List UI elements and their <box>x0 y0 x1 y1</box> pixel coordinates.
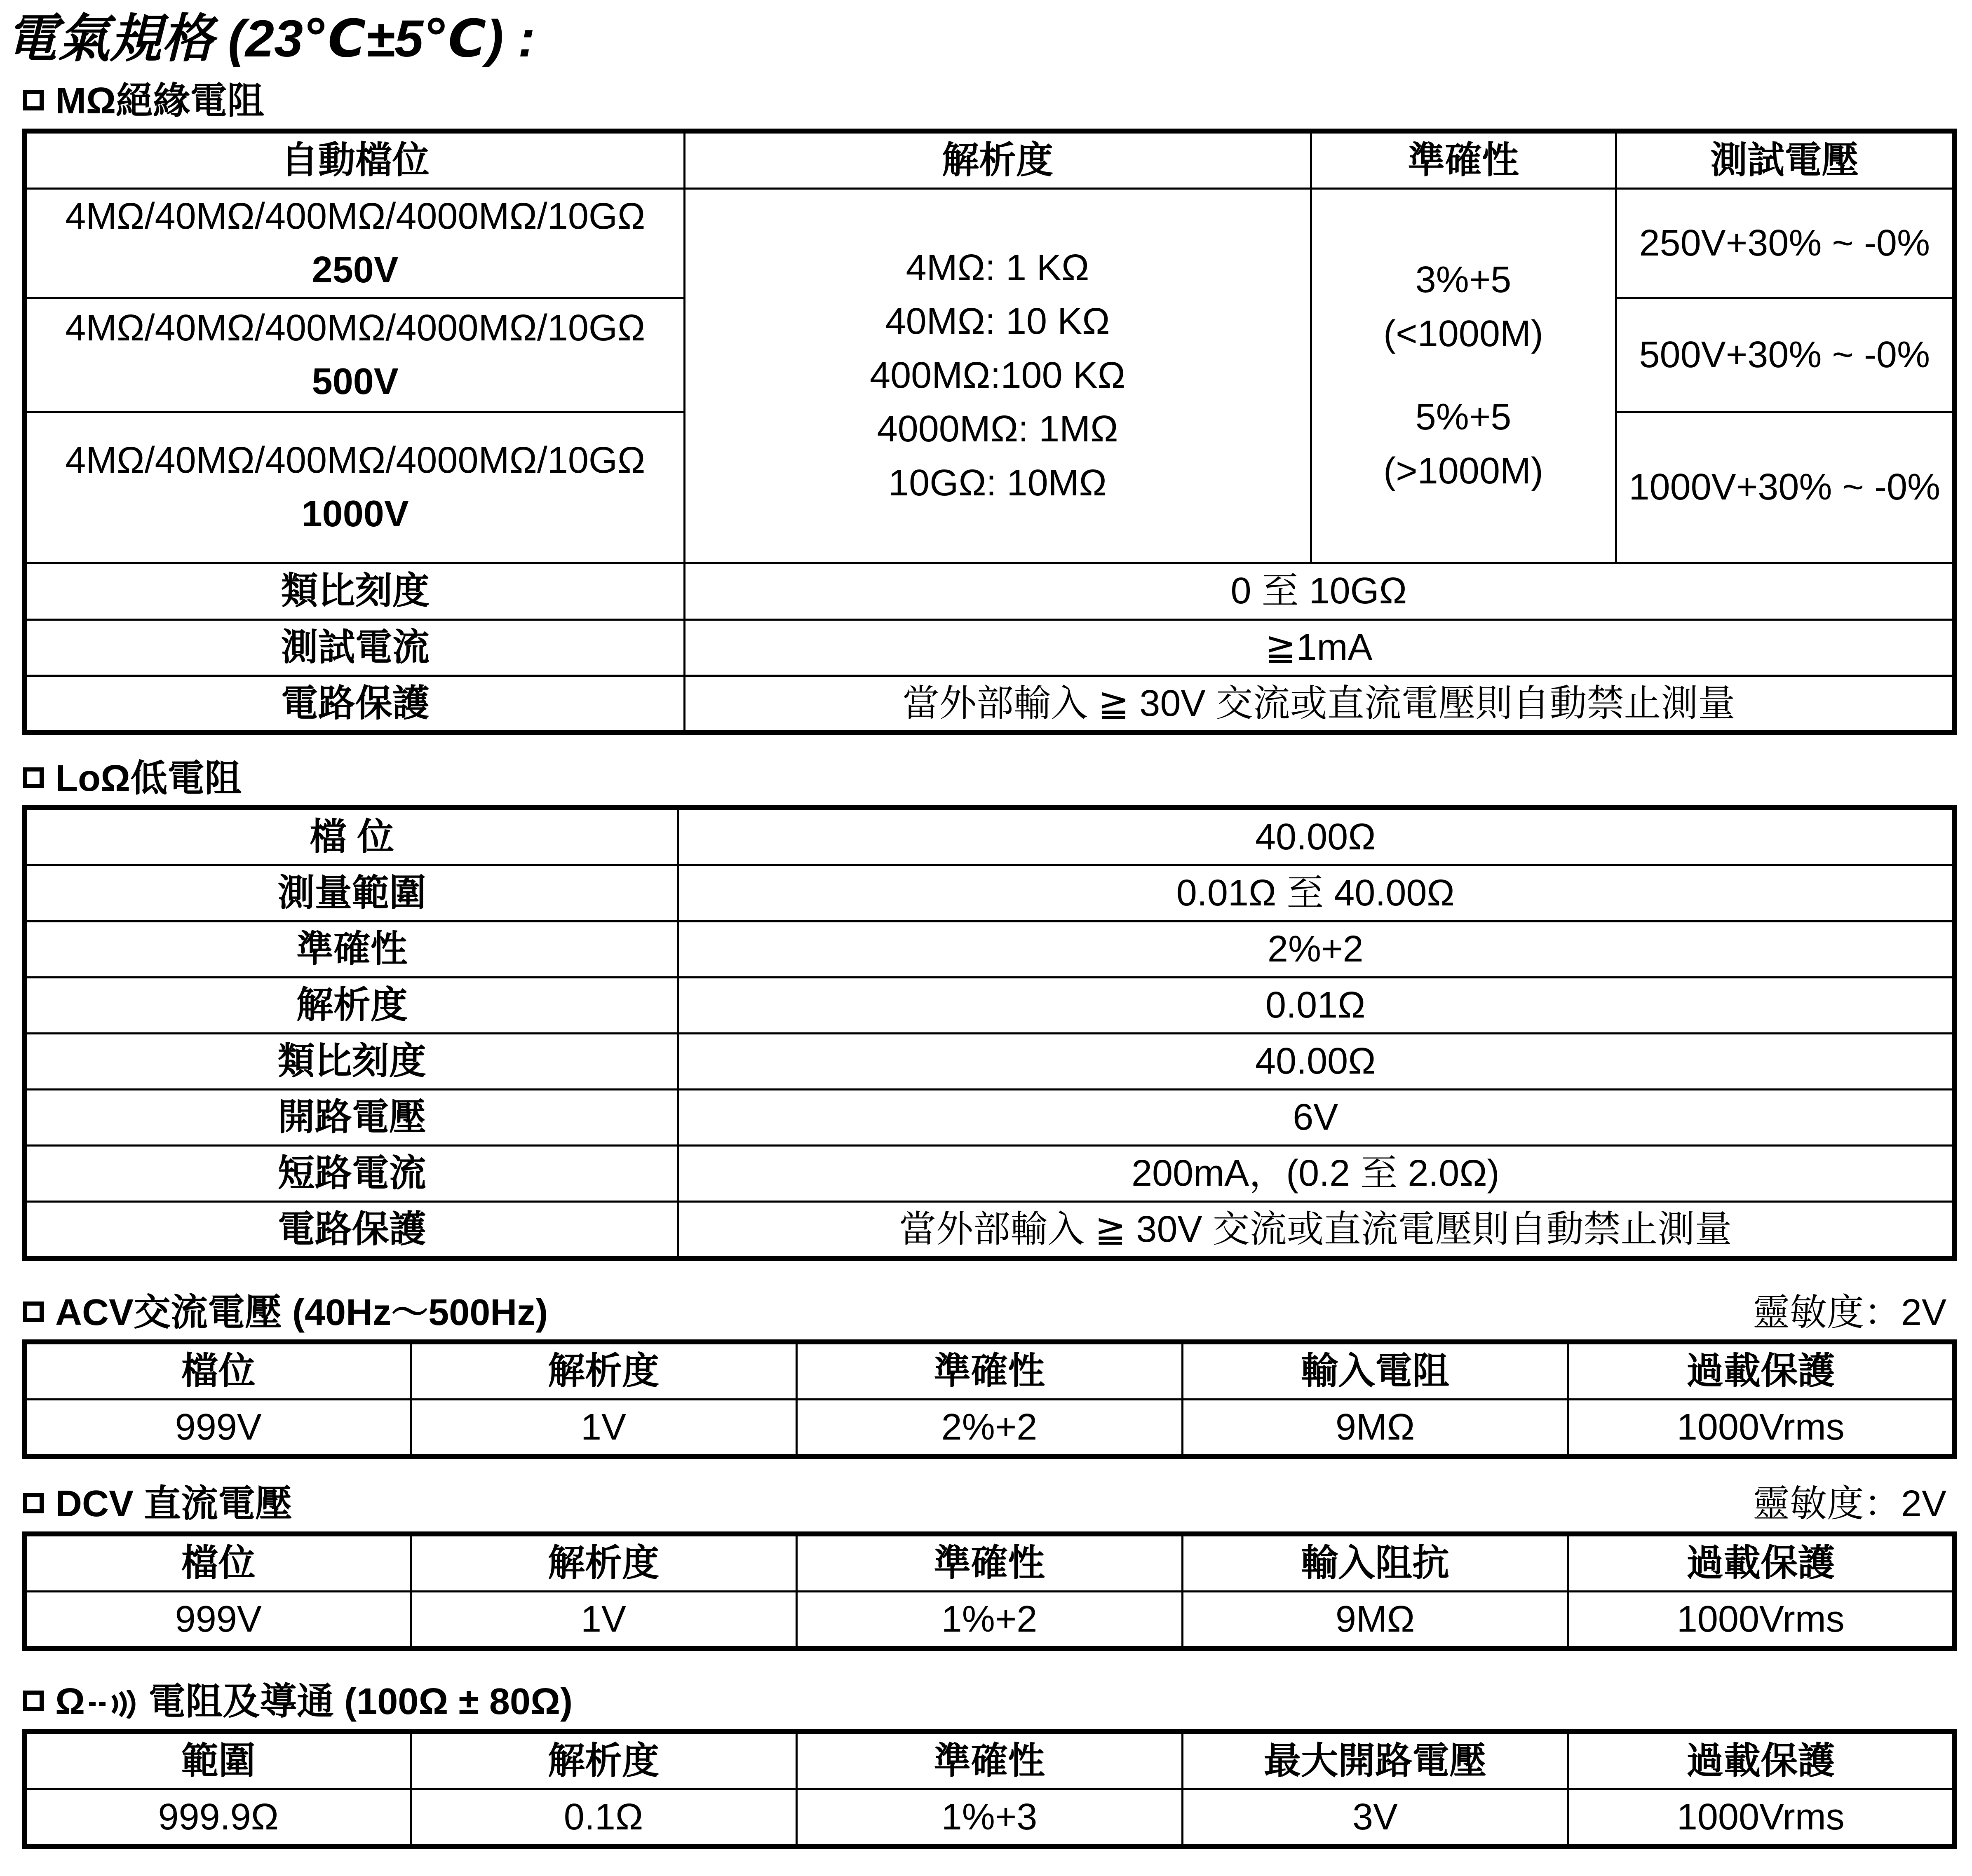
resolution-line: 400MΩ:100 KΩ <box>870 354 1125 396</box>
table-row <box>25 1591 1955 1649</box>
value-cell: 9MΩ <box>1182 1399 1568 1456</box>
dcv-sensitivity: 靈敏度：2V <box>1752 1483 1946 1524</box>
value-cell: 2%+2 <box>678 921 1955 977</box>
resolution-cell <box>684 188 1311 563</box>
value-cell: 1%+2 <box>796 1591 1182 1649</box>
value-cell: 9MΩ <box>1182 1591 1568 1649</box>
insulation-heading <box>23 81 264 122</box>
table-row <box>25 1145 1955 1201</box>
acv-table <box>22 1339 1957 1459</box>
header-cell: 解析度 <box>411 1732 796 1789</box>
resistance-table <box>22 1729 1957 1849</box>
value-cell: 999.9Ω <box>25 1789 411 1846</box>
table-row <box>25 563 1955 619</box>
value-cell: 當外部輸入 ≧ 30V 交流或直流電壓則自動禁止測量 <box>684 675 1955 733</box>
range-cell <box>25 188 684 298</box>
header-cell: 檔位 <box>25 1534 411 1591</box>
header-cell: 最大開路電壓 <box>1182 1732 1568 1789</box>
value-cell: 0.1Ω <box>411 1789 796 1846</box>
range-voltage: 250V <box>312 249 399 291</box>
test-voltage-cell: 250V+30% ~ -0% <box>1616 188 1955 298</box>
table-row <box>25 1399 1955 1456</box>
value-cell: 999V <box>25 1399 411 1456</box>
header-cell: 準確性 <box>1311 131 1616 188</box>
resistance-heading <box>23 1681 573 1722</box>
value-cell: 當外部輸入 ≧ 30V 交流或直流電壓則自動禁止測量 <box>678 1201 1955 1259</box>
test-voltage-cell: 500V+30% ~ -0% <box>1616 298 1955 412</box>
table-row <box>25 1789 1955 1846</box>
value-cell: 1000Vrms <box>1568 1399 1955 1456</box>
label-cell: 電路保護 <box>25 1201 678 1259</box>
header-cell: 過載保護 <box>1568 1342 1955 1399</box>
label-cell: 測量範圍 <box>25 865 678 921</box>
range-cell <box>25 298 684 412</box>
value-cell: 2%+2 <box>796 1399 1182 1456</box>
label-cell: 類比刻度 <box>25 563 684 619</box>
test-voltage-cell: 1000V+30% ~ -0% <box>1616 412 1955 563</box>
value-cell: 1000Vrms <box>1568 1789 1955 1846</box>
table-row <box>25 1342 1955 1399</box>
table-row <box>25 1534 1955 1591</box>
dcv-heading <box>23 1484 292 1524</box>
continuity-beep-icon <box>89 1681 139 1722</box>
label-cell: 測試電流 <box>25 619 684 675</box>
header-cell: 過載保護 <box>1568 1732 1955 1789</box>
value-cell: 0 至 10GΩ <box>684 563 1955 619</box>
table-row <box>25 619 1955 675</box>
label-cell: 檔 位 <box>25 808 678 865</box>
value-cell: 1V <box>411 1591 796 1649</box>
table-row <box>25 865 1955 921</box>
resistance-heading-text: 電阻及導通 (100Ω ± 80Ω) <box>148 1681 573 1722</box>
header-cell: 準確性 <box>796 1342 1182 1399</box>
header-cell: 準確性 <box>796 1732 1182 1789</box>
acv-heading <box>23 1292 548 1333</box>
table-row <box>25 921 1955 977</box>
range-voltage: 1000V <box>301 493 409 535</box>
range-list: 4MΩ/40MΩ/400MΩ/4000MΩ/10GΩ <box>65 439 646 481</box>
label-cell: 開路電壓 <box>25 1089 678 1145</box>
dcv-table <box>22 1531 1957 1651</box>
accuracy-line: (>1000M) <box>1383 450 1543 492</box>
table-row <box>25 1033 1955 1089</box>
resolution-line: 4000MΩ: 1MΩ <box>877 408 1118 450</box>
header-cell: 準確性 <box>796 1534 1182 1591</box>
accuracy-line: 3%+5 <box>1415 259 1512 300</box>
low-ohm-heading-text: LoΩ低電阻 <box>55 758 242 799</box>
insulation-heading-text: MΩ絕緣電阻 <box>55 80 265 122</box>
table-row <box>25 1201 1955 1259</box>
resolution-line: 10GΩ: 10MΩ <box>888 462 1107 504</box>
value-cell: 0.01Ω <box>678 977 1955 1033</box>
table-row <box>25 131 1955 188</box>
header-cell: 解析度 <box>411 1534 796 1591</box>
value-cell: 1000Vrms <box>1568 1591 1955 1649</box>
label-cell: 準確性 <box>25 921 678 977</box>
checkbox-icon <box>23 1691 44 1711</box>
value-cell: 1V <box>411 1399 796 1456</box>
resolution-line: 40MΩ: 10 KΩ <box>885 301 1110 342</box>
header-cell: 過載保護 <box>1568 1534 1955 1591</box>
accuracy-cell <box>1311 188 1616 563</box>
page-title: 電氣規格 (23℃±5℃) : <box>6 9 535 68</box>
value-cell: 40.00Ω <box>678 808 1955 865</box>
low-ohm-heading <box>23 758 242 799</box>
ohm-symbol: Ω <box>55 1681 85 1722</box>
value-cell: ≧1mA <box>684 619 1955 675</box>
range-list: 4MΩ/40MΩ/400MΩ/4000MΩ/10GΩ <box>65 307 646 349</box>
dcv-heading-text: DCV 直流電壓 <box>55 1483 293 1524</box>
acv-heading-text: ACV交流電壓 (40Hz～500Hz) <box>55 1292 548 1333</box>
header-cell: 解析度 <box>684 131 1311 188</box>
value-cell: 40.00Ω <box>678 1033 1955 1089</box>
acv-sensitivity: 靈敏度：2V <box>1752 1292 1946 1333</box>
accuracy-line: 5%+5 <box>1415 396 1512 438</box>
table-row <box>25 977 1955 1033</box>
label-cell: 解析度 <box>25 977 678 1033</box>
value-cell: 6V <box>678 1089 1955 1145</box>
low-ohm-table <box>22 805 1957 1261</box>
header-cell: 輸入電阻 <box>1182 1342 1568 1399</box>
header-cell: 自動檔位 <box>25 131 684 188</box>
checkbox-icon <box>23 1301 44 1322</box>
table-row <box>25 188 1955 298</box>
table-row <box>25 675 1955 733</box>
resolution-line: 4MΩ: 1 KΩ <box>906 247 1089 288</box>
checkbox-icon <box>23 767 44 788</box>
value-cell: 1%+3 <box>796 1789 1182 1846</box>
checkbox-icon <box>23 1493 44 1513</box>
header-cell: 解析度 <box>411 1342 796 1399</box>
accuracy-line: (<1000M) <box>1383 313 1543 354</box>
table-row <box>25 1089 1955 1145</box>
range-cell <box>25 412 684 563</box>
value-cell: 0.01Ω 至 40.00Ω <box>678 865 1955 921</box>
header-cell: 測試電壓 <box>1616 131 1955 188</box>
insulation-table <box>22 129 1957 735</box>
label-cell: 電路保護 <box>25 675 684 733</box>
label-cell: 短路電流 <box>25 1145 678 1201</box>
range-voltage: 500V <box>312 361 399 402</box>
range-list: 4MΩ/40MΩ/400MΩ/4000MΩ/10GΩ <box>65 195 646 237</box>
value-cell: 999V <box>25 1591 411 1649</box>
value-cell: 3V <box>1182 1789 1568 1846</box>
table-row <box>25 808 1955 865</box>
header-cell: 檔位 <box>25 1342 411 1399</box>
header-cell: 範圍 <box>25 1732 411 1789</box>
value-cell: 200mA，(0.2 至 2.0Ω) <box>678 1145 1955 1201</box>
header-cell: 輸入阻抗 <box>1182 1534 1568 1591</box>
table-row <box>25 1732 1955 1789</box>
checkbox-icon <box>23 90 44 110</box>
label-cell: 類比刻度 <box>25 1033 678 1089</box>
